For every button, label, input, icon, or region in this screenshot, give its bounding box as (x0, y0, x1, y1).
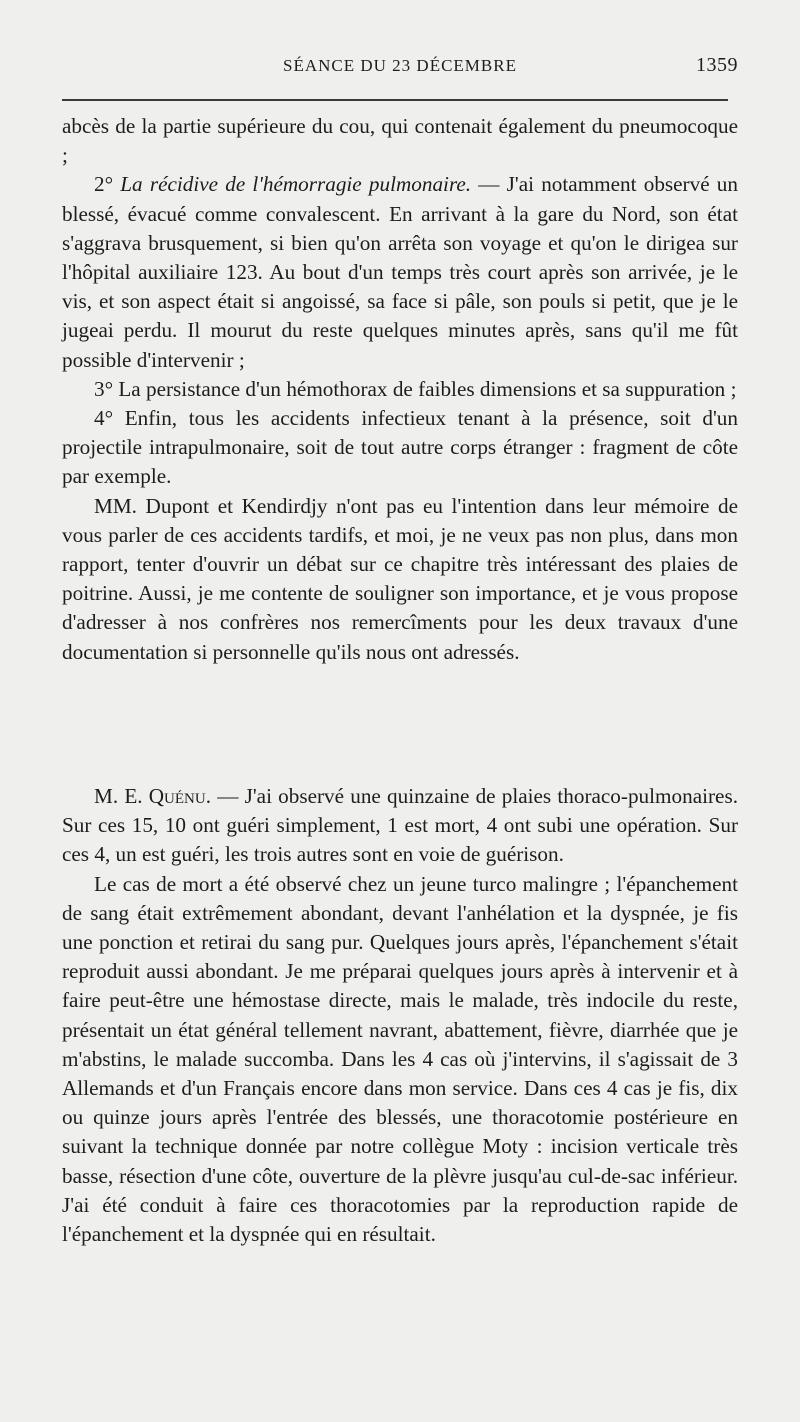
paragraph-continuation: abcès de la partie supérieure du cou, qui contenait également du pneumocoque ; (62, 114, 738, 168)
paragraph-item-3: 3° La persistance d'un hémothorax de faibles dimensions et sa suppuration ; (94, 376, 737, 401)
paragraph-speaker-intro (62, 782, 738, 870)
paragraph-item-4: 4° Enfin, tous les accidents infectieux tenant à la présence, soit d'un projectile intrapulmonaire, soit de tout autre corps étranger : fragment de côte par exemple. (62, 406, 738, 489)
speaker-text: — J'ai observé une quinzaine de plaies thoraco-pulmonaires. Sur ces 15, 10 ont guéri simplement, 1 est mort, 4 ont subi une opération. Sur ces 4, un est guéri, les trois autres sont en voie de guérison. (62, 784, 738, 867)
section-report-conclusion (62, 112, 738, 667)
item-text: — J'ai notamment observé un blessé, évacué comme convalescent. En arrivant à la gare du Nord, son état s'aggrava brusquement, si bien qu'on arrêta son voyage et qu'on le dirigea sur l'hôpital auxiliaire 123. Au bout d'un temps très court après son arrivée, je le vis, et son aspect était si angoissé, sa face si pâle, son pouls si petit, que je le jugeai perdu. Il mourut du reste quelques minutes après, sans qu'il me fût possible d'intervenir ; (62, 172, 738, 372)
page-number: 1359 (696, 54, 738, 76)
paragraph-conclusion: MM. Dupont et Kendirdjy n'ont pas eu l'intention dans leur mémoire de vous parler de ces accidents tardifs, et moi, je ne veux pas non plus, dans mon rapport, tenter d'ouvrir un débat sur ce chapitre très intéressant des plaies de poitrine. Aussi, je me contente de souligner son importance, et je vous propose d'adresser à nos confrères nos remercîments pour les deux travaux d'une documentation si personnelle qu'ils nous ont adressés. (62, 493, 738, 664)
running-head-title: SÉANCE DU 23 DÉCEMBRE (283, 56, 517, 75)
item-number: 2° (94, 172, 121, 197)
running-head (62, 50, 738, 80)
item-heading-italic: La récidive de l'hémorragie pulmonaire. (120, 172, 472, 197)
paragraph-item-2 (62, 170, 738, 374)
paragraph-case-death: Le cas de mort a été observé chez un jeune turco malingre ; l'épanchement de sang était extrêmement abondant, devant l'anhélation et la dyspnée, je fis une ponction et retirai du sang pur. Quelques jours après, l'épanchement s'était reproduit aussi abondant. Je me préparai quelques jours après à intervenir et à faire peut-être une hémostase directe, mais le malade, très indocile du reste, présentait un état général tellement navrant, abattement, fièvre, diarrhée que je m'abstins, le malade succomba. Dans les 4 cas où j'intervins, il s'agissait de 3 Allemands et d'un Français encore dans mon service. Dans ces 4 cas je fis, dix ou quinze jours après l'entrée des blessés, une thoracotomie postérieure en suivant la technique donnée par notre collègue Moty : incision verticale très basse, résection d'une côte, ouverture de la plèvre jusqu'au cul-de-sac inférieur. J'ai été conduit à faire ces thoracotomies par la reproduction rapide de l'épanchement et la dyspnée qui en résultait. (62, 871, 738, 1247)
speaker-name: M. E. Quénu. (94, 784, 212, 808)
header-rule (62, 99, 728, 101)
document-page (62, 0, 738, 1422)
section-quenu-remarks (62, 782, 738, 1249)
